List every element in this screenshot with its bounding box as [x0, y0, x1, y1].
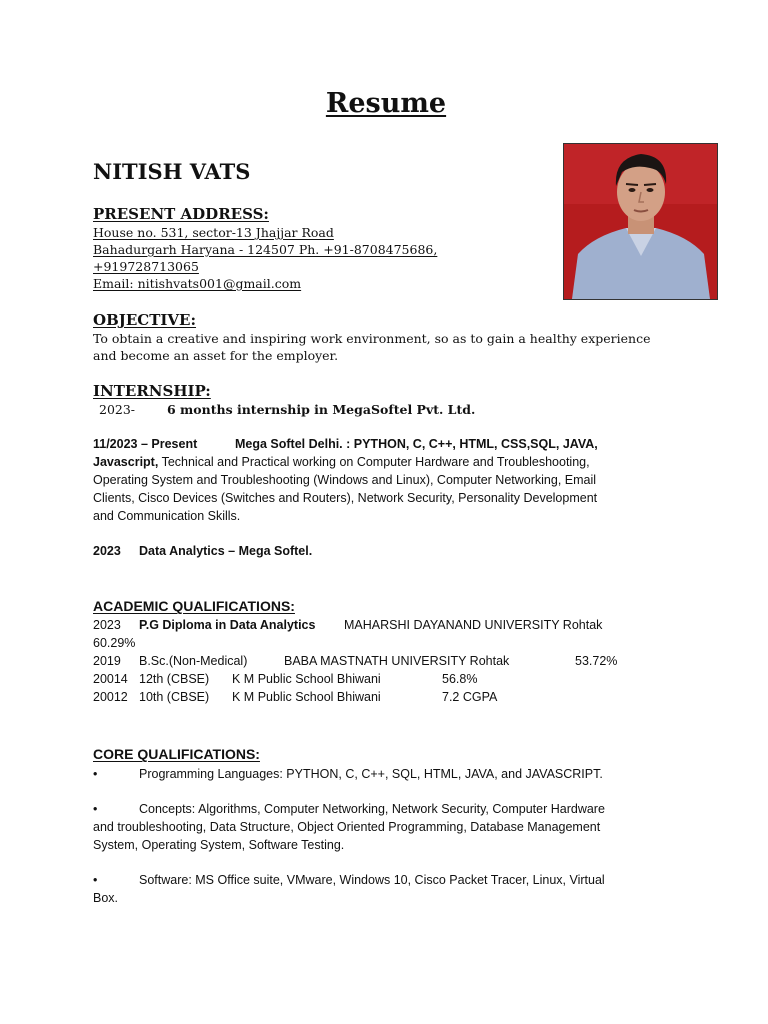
academic-year: 2019 — [93, 654, 121, 668]
academic-year: 20012 — [93, 690, 128, 704]
bullet-point: • — [93, 873, 98, 887]
academic-course: 12th (CBSE) — [139, 672, 210, 686]
internship-2-title: Data Analytics – Mega Softel. — [139, 544, 313, 558]
internship-period: 11/2023 – Present — [93, 437, 198, 451]
internship-company: Mega Softel Delhi. : PYTHON, C, C++, HTML, CSS,SQL, JAVA, — [235, 437, 598, 451]
email-line: Email: nitishvats001@gmail.com — [93, 276, 302, 291]
profile-photo — [563, 143, 718, 300]
academic-heading: ACADEMIC QUALIFICATIONS: — [93, 598, 295, 614]
internship-year: 2023- — [99, 402, 136, 417]
internship-summary: 6 months internship in MegaSoftel Pvt. Ltd. — [167, 402, 476, 417]
address-line-3: +919728713065 — [93, 259, 199, 274]
academic-institution: BABA MASTNATH UNIVERSITY Rohtak — [284, 654, 510, 668]
core-item-3-line-2: Box. — [93, 891, 119, 905]
internship-line-2-bold: Javascript, — [93, 455, 159, 469]
academic-score: 7.2 CGPA — [442, 690, 498, 704]
academic-score: 60.29% — [93, 636, 136, 650]
internship-2-year: 2023 — [93, 544, 121, 558]
address-line-1: House no. 531, sector-13 Jhajjar Road — [93, 225, 334, 240]
academic-year: 2023 — [93, 618, 121, 632]
core-item-3-line-1: Software: MS Office suite, VMware, Windows 10, Cisco Packet Tracer, Linux, Virtual — [139, 873, 605, 887]
internship-heading: INTERNSHIP: — [93, 382, 211, 400]
core-heading: CORE QUALIFICATIONS: — [93, 746, 260, 762]
academic-institution: MAHARSHI DAYANAND UNIVERSITY Rohtak — [344, 618, 603, 632]
core-item-2-line-2: and troubleshooting, Data Structure, Object Oriented Programming, Database Management — [93, 820, 601, 834]
core-item-2-line-3: System, Operating System, Software Testing. — [93, 838, 345, 852]
address-line-2: Bahadurgarh Haryana - 124507 Ph. +91-8708475686, — [93, 242, 438, 257]
internship-line-2 — [93, 455, 590, 469]
academic-course: 10th (CBSE) — [139, 690, 210, 704]
objective-line-1: To obtain a creative and inspiring work environment, so as to gain a healthy experience — [93, 331, 651, 346]
internship-line-5: and Communication Skills. — [93, 509, 241, 523]
core-item-1-line-1: Programming Languages: PYTHON, C, C++, SQL, HTML, JAVA, and JAVASCRIPT. — [139, 767, 603, 781]
academic-institution: K M Public School Bhiwani — [232, 672, 381, 686]
present-address-heading: PRESENT ADDRESS: — [93, 205, 269, 223]
internship-line-4: Clients, Cisco Devices (Switches and Routers), Network Security, Personality Development — [93, 491, 598, 505]
internship-line-2-rest: Technical and Practical working on Computer Hardware and Troubleshooting, — [158, 455, 590, 469]
core-item-2-line-1: Concepts: Algorithms, Computer Networking, Network Security, Computer Hardware — [139, 802, 605, 816]
academic-score: 56.8% — [442, 672, 478, 686]
internship-line-3: Operating System and Troubleshooting (Windows and Linux), Computer Networking, Email — [93, 473, 597, 487]
academic-institution: K M Public School Bhiwani — [232, 690, 381, 704]
bullet-point: • — [93, 767, 98, 781]
candidate-name: NITISH VATS — [93, 159, 251, 184]
document-title: Resume — [325, 88, 447, 119]
academic-course: P.G Diploma in Data Analytics — [139, 618, 316, 632]
academic-score: 53.72% — [575, 654, 618, 668]
objective-heading: OBJECTIVE: — [93, 311, 197, 329]
academic-year: 20014 — [93, 672, 128, 686]
profile-photo-image — [564, 144, 717, 299]
academic-course: B.Sc.(Non-Medical) — [139, 654, 248, 668]
bullet-point: • — [93, 802, 98, 816]
objective-line-2: and become an asset for the employer. — [93, 348, 339, 363]
